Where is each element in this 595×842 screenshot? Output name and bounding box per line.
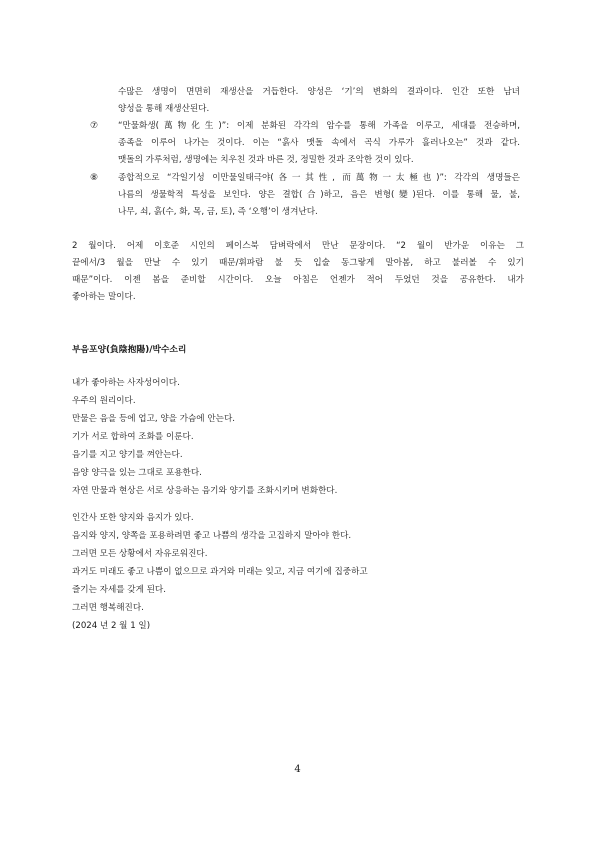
- poem-line: 음지와 양지, 양쪽을 포용하려면 좋고 나쁨의 생각을 고집하지 말아야 한다.: [72, 531, 352, 541]
- list-marker: ⑧: [90, 173, 99, 183]
- poem-line: 내가 좋아하는 사자성어이다.: [72, 378, 180, 388]
- page-number: 4: [294, 764, 301, 775]
- poem-stanza-1: [72, 374, 532, 500]
- poem-line: 인간사 또한 양지와 음지가 있다.: [72, 513, 194, 523]
- poem-date: (2024 년 2 월 1 일): [72, 621, 151, 631]
- list-item-continuation: [90, 84, 520, 118]
- list-item-7: [90, 118, 520, 169]
- text-line: 양성을 통해 재생산된다.: [118, 104, 210, 114]
- poem-line: 그러면 모든 상황에서 자유로워진다.: [72, 549, 208, 559]
- text-line: “만물화생(萬物化生)”: 이제 분화된 각각의 암수를 통해 가족을 이루고, 세대를 전승하며,: [118, 121, 520, 131]
- text-line: 종족을 이루어 나가는 것이다. 이는 “흙사 맷돌 속에서 곡식 가루가 흘러나오는” 것과 같다.: [118, 138, 520, 148]
- poem-stanza-2: [72, 509, 532, 635]
- poem-line: 만물은 음을 등에 업고, 양을 가슴에 안는다.: [72, 414, 235, 424]
- intro-paragraph: [72, 238, 524, 306]
- poem-line: 과거도 미래도 좋고 나쁨이 없으므로 과거와 미래는 잊고, 지금 여기에 집중하고: [72, 567, 368, 577]
- text-line: 나름의 생물학적 특성을 보인다. 양은 결합(合)하고, 음은 변형(變)된다. 이를 통해 물, 불,: [118, 190, 520, 200]
- text-line: 맷돌의 가루처럼, 생명에는 치우친 것과 바른 것, 정밀한 것과 조악한 것이 있다.: [118, 155, 414, 165]
- list-continuation: [90, 84, 520, 118]
- list-item-8: [90, 170, 520, 221]
- list-marker: ⑦: [90, 121, 99, 131]
- list-item: [90, 118, 520, 169]
- poem-line: 기가 서로 합하여 조화를 이룬다.: [72, 432, 194, 442]
- poem-line: 즐기는 자세를 갖게 된다.: [72, 585, 166, 595]
- poem-line: 음양 양극을 있는 그대로 포용한다.: [72, 468, 202, 478]
- text-line: 나무, 쇠, 흙(수, 화, 목, 금, 토), 즉 ‘오행’이 생겨난다.: [118, 207, 318, 217]
- text-line: 좋아하는 말이다.: [72, 292, 136, 302]
- list-item: [90, 170, 520, 221]
- text-line: 끝에서/3 월을 만날 수 있기 때문/휘파람 불 듯 입술 동그랗게 말아봄, 하고 불러볼 수 있기: [72, 258, 524, 268]
- poem-line: 자연 만물과 현상은 서로 상응하는 음기와 양기를 조화시키며 변화한다.: [72, 486, 338, 496]
- text-line: 종합적으로 “각일기성 이만물일태극야(各一其性, 而萬物一太極也)”: 각각의 생명들은: [118, 173, 520, 183]
- text-line: 2 월이다. 어제 이호준 시인의 페이스북 담벼락에서 만난 문장이다. “2 월이 반가운 이유는 그: [72, 241, 524, 251]
- section-heading: 부음포양(負陰抱陽)/박수소리: [72, 345, 187, 355]
- poem-line: 그러면 행복해진다.: [72, 603, 144, 613]
- text-line: 수많은 생명이 면면히 재생산을 거듭한다. 양성은 ‘기’의 변화의 결과이다. 인간 또한 남녀: [118, 87, 520, 97]
- poem-line: 우주의 원리이다.: [72, 396, 136, 406]
- text-line: 때문”이다. 이젠 봄을 준비할 시간이다. 오늘 아침은 언젠가 적어 두었던 것을 공유한다. 내가: [72, 275, 524, 285]
- poem-line: 음기를 지고 양기를 껴안는다.: [72, 450, 183, 460]
